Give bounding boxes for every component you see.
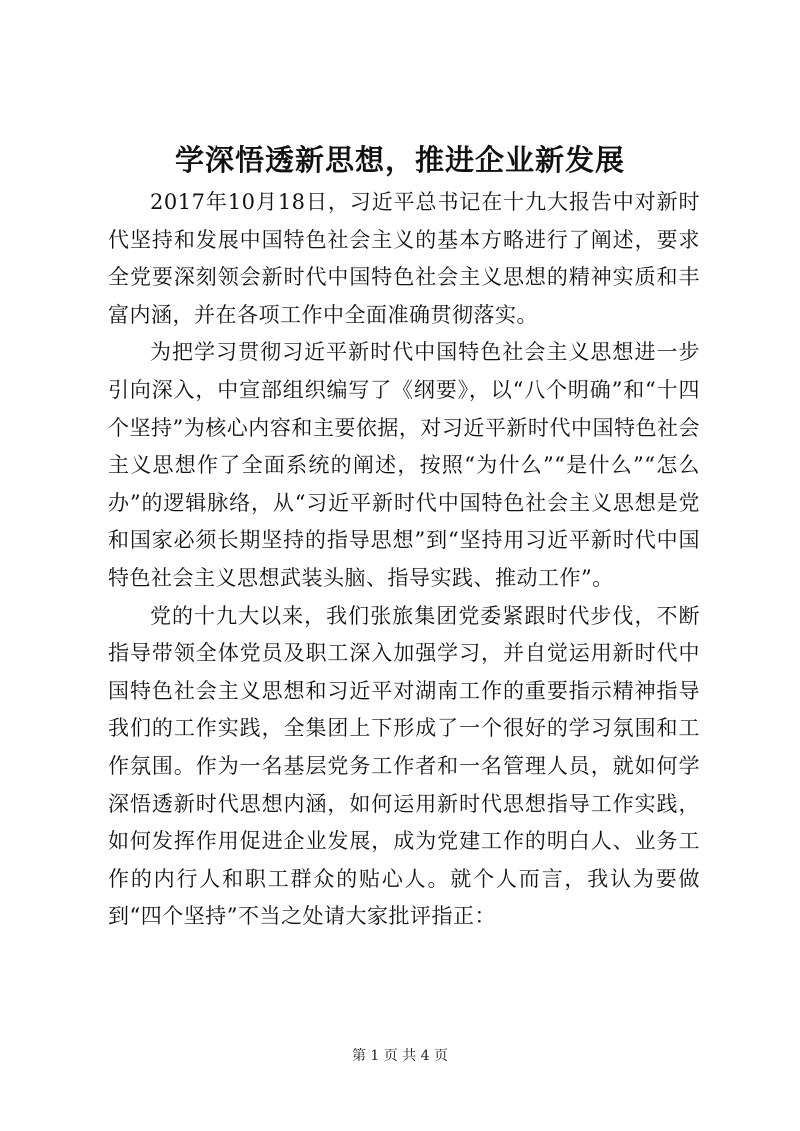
document-body (108, 184, 700, 936)
paragraph-2: 为把学习贯彻习近平新时代中国特色社会主义思想进一步引向深入，中宣部组织编写了《纲要》，以“八个明确”和“十四个坚持”为核心内容和主要依据，对习近平新时代中国特色社会主义思想作了全面系统的阐述，按照“为什么”“是什么”“怎么办”的逻辑脉络，从“习近平新时代中国特色社会主义思想是党和国家必须长期坚持的指导思想”到“坚持用习近平新时代中国特色社会主义思想武装头脑、指导实践、推动工作”。 (108, 340, 700, 590)
paragraph-3: 党的十九大以来，我们张旅集团党委紧跟时代步伐，不断指导带领全体党员及职工深入加强学习，并自觉运用新时代中国特色社会主义思想和习近平对湖南工作的重要指示精神指导我们的工作实践，全集团上下形成了一个很好的学习氛围和工作氛围。作为一名基层党务工作者和一名管理人员，就如何学深悟透新时代思想内涵，如何运用新时代思想指导工作实践，如何发挥作用促进企业发展，成为党建工作的明白人、业务工作的内行人和职工群众的贴心人。就个人而言，我认为要做到“四个坚持”不当之处请大家批评指正： (108, 603, 700, 929)
paragraph-1: 2017年10月18日，习近平总书记在十九大报告中对新时代坚持和发展中国特色社会主义的基本方略进行了阐述，要求全党要深刻领会新时代中国特色社会主义思想的精神实质和丰富内涵，并在各项工作中全面准确贯彻落实。 (108, 190, 700, 327)
page-number-footer: 第 1 页 共 4 页 (351, 1048, 449, 1064)
document-title: 学深悟透新思想，推进企业新发展 (174, 143, 625, 177)
